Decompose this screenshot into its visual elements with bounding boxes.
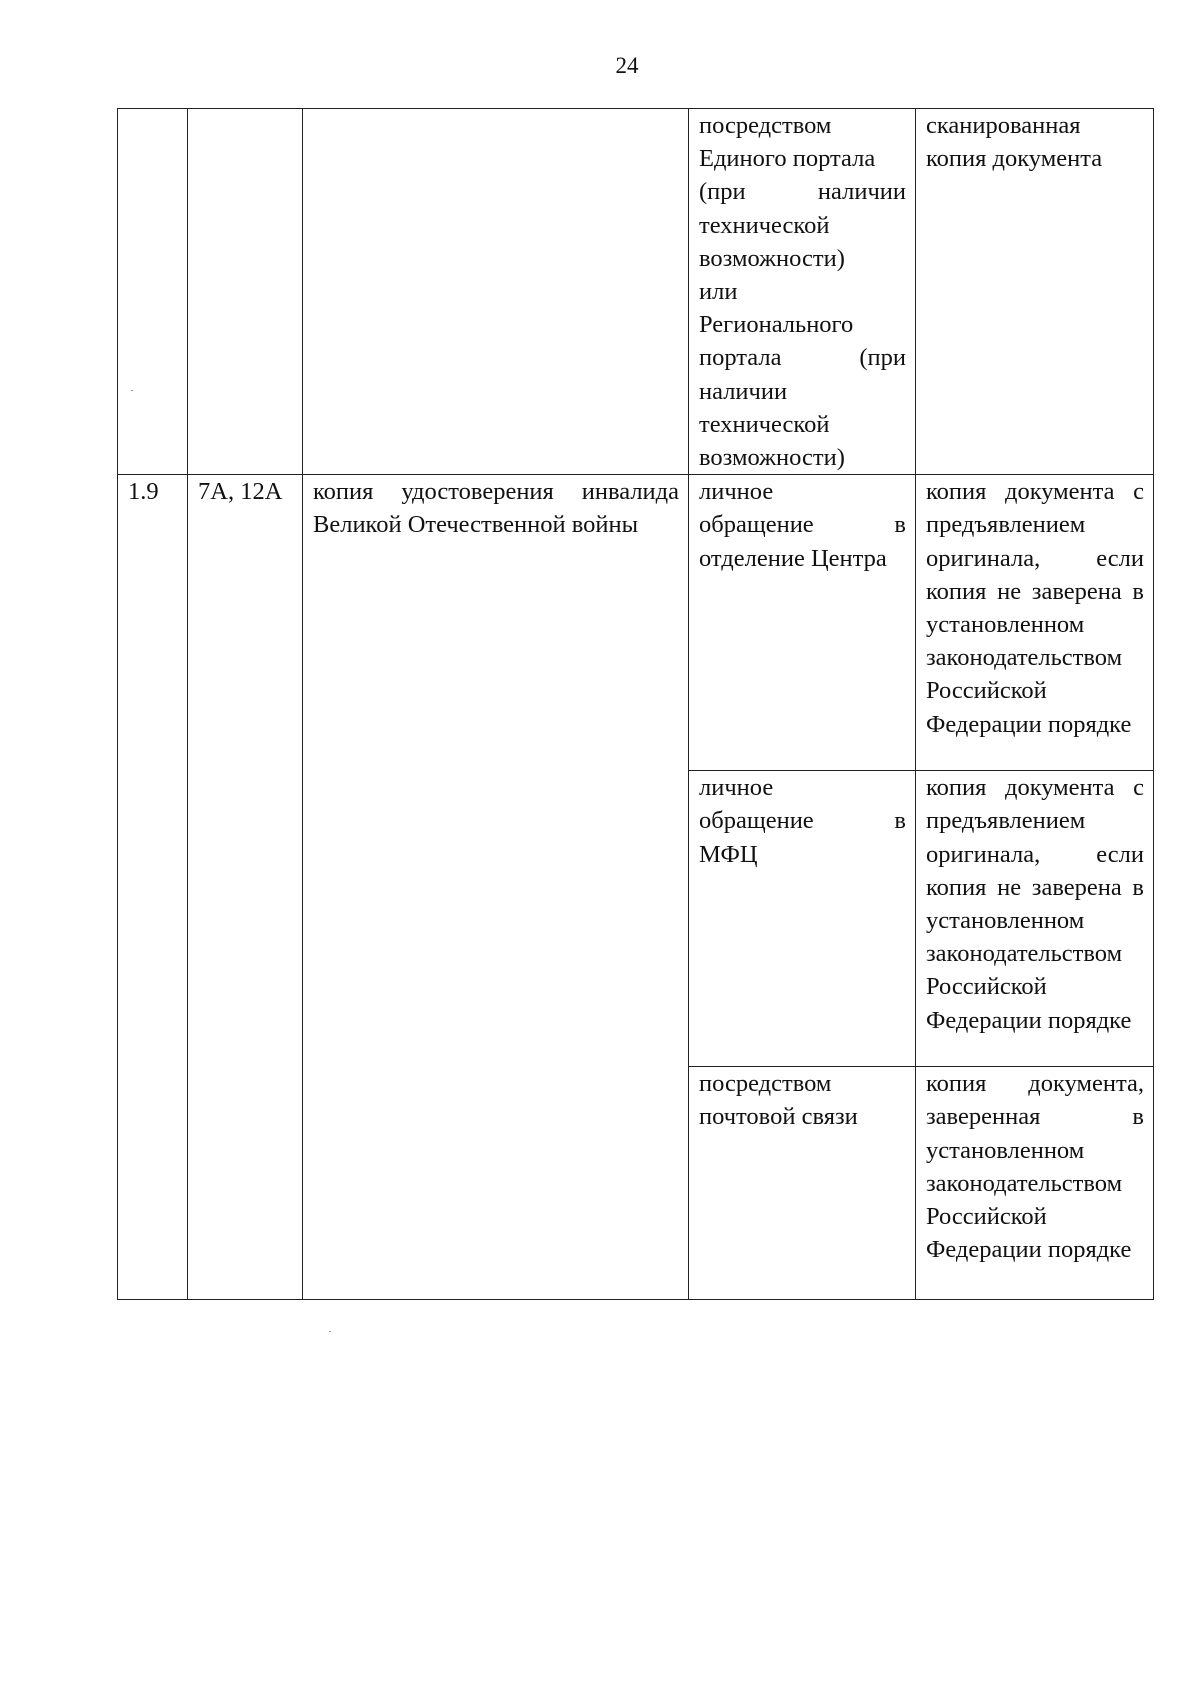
method-line-spread <box>699 508 906 541</box>
cell-row-number: 1.9 <box>118 475 188 1300</box>
method-line: возможности) <box>699 444 845 472</box>
method-line: возможности) <box>699 244 845 272</box>
method-line: отделение Центра <box>699 544 887 572</box>
cell-document-form: сканированная копия документа <box>916 109 1154 475</box>
table-row-continuation <box>118 109 1154 475</box>
cell-submission-method <box>689 771 916 1067</box>
scan-speck <box>131 390 133 391</box>
cell-number-empty <box>118 109 188 475</box>
method-line: технической <box>699 211 830 239</box>
method-line: личное <box>699 774 774 802</box>
cell-document-form: копия документа, заверенная в установленном законодательством Российской Федерации порядке <box>916 1067 1154 1300</box>
cell-submission-method <box>689 475 916 771</box>
method-line-spread: портала (при <box>699 344 906 372</box>
page-number: 24 <box>615 53 639 78</box>
method-word: в <box>894 807 906 835</box>
method-line: личное <box>699 478 774 506</box>
cell-document-empty <box>303 109 689 475</box>
scan-speck <box>329 1331 331 1332</box>
cell-codes: 7А, 12А <box>188 475 303 1300</box>
method-word: в <box>894 511 906 539</box>
method-line: МФЦ <box>699 840 758 868</box>
cell-code-empty <box>188 109 303 475</box>
cell-submission-method: посредством почтовой связи <box>689 1067 916 1300</box>
method-line: наличии <box>699 377 788 405</box>
method-line-spread <box>699 804 906 837</box>
method-line: Единого портала <box>699 145 876 173</box>
method-word: обращение <box>699 511 814 539</box>
method-line: Регионального <box>699 311 854 339</box>
method-line: посредством <box>699 112 832 139</box>
cell-document-name: копия удостоверения инвалида Великой Отечественной войны <box>303 475 689 1300</box>
cell-document-form: копия документа с предъявлением оригинала, если копия не заверена в установленном законодательством Российской Федерации порядке <box>916 475 1154 771</box>
method-word: обращение <box>699 807 814 835</box>
method-line-spread: (при наличии <box>699 178 906 206</box>
method-line: или <box>699 278 738 306</box>
document-table <box>117 108 1154 1300</box>
method-line: технической <box>699 410 830 438</box>
table-row-1-9 <box>118 475 1154 771</box>
cell-submission-method <box>689 109 916 475</box>
cell-document-form: копия документа с предъявлением оригинала, если копия не заверена в установленном законодательством Российской Федерации порядке <box>916 771 1154 1067</box>
